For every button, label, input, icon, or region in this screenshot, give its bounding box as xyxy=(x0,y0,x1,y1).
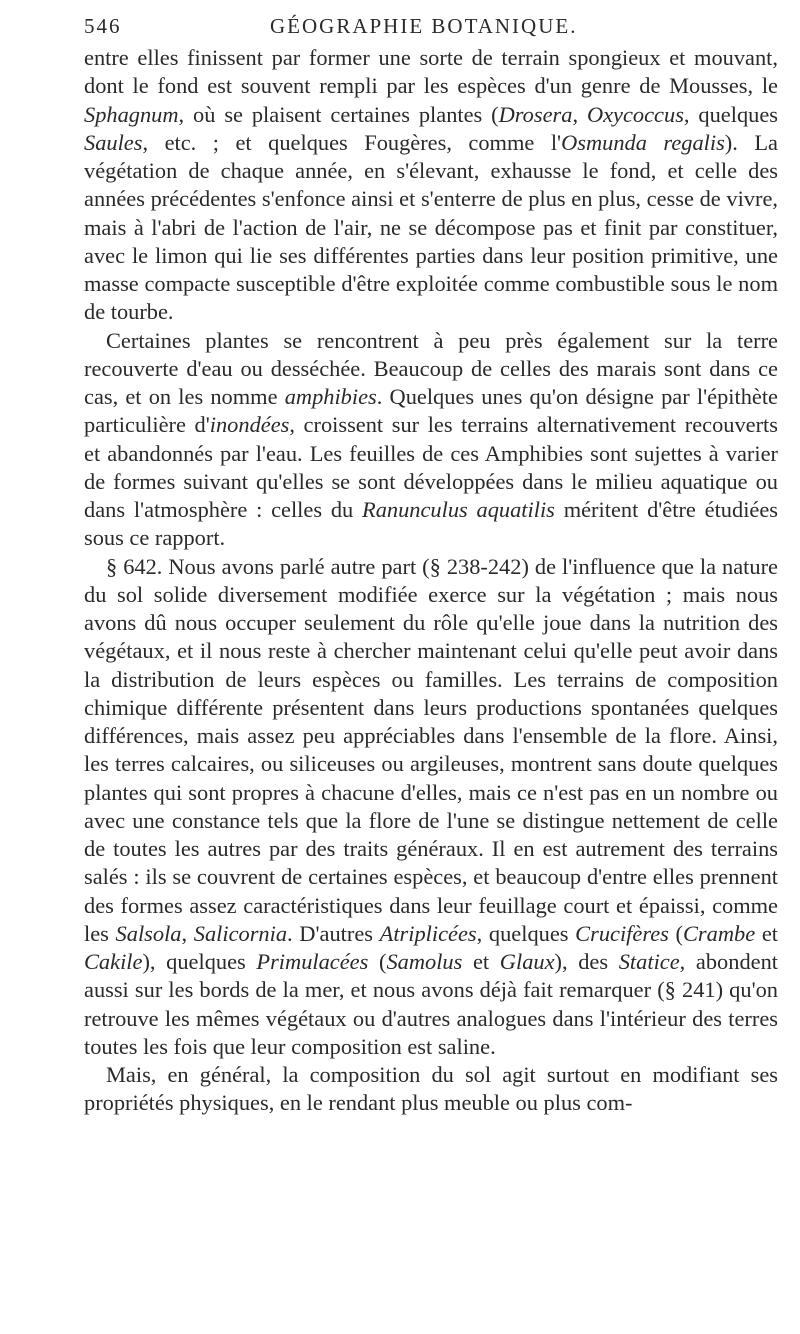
italic-term: Primulacées xyxy=(256,949,369,974)
text-run: § 642. Nous avons parlé autre part (§ 238-242) de l'influence que la nature du sol solide diversement modifiée exerce sur la végétation ; mais nous avons dû nous occuper seulement du rôle qu'elle joue dans la nutrition des végétaux, et il nous reste à chercher maintenant celui qu'elle peut avoir dans la distribution de leurs espèces ou familles. Les terrains de composition chimique différente présentent dans leurs productions spontanées quelques différences, mais assez peu appréciables dans l'ensemble de la flore. Ainsi, les terres calcaires, ou siliceuses ou argileuses, montrent sans doute quelques plantes qui sont propres à chacune d'elles, mais ce n'est pas en un nombre ou avec une constance tels que la flore de l'une se distingue nettement de celle de toutes les autres par des traits généraux. Il en est autrement des terrains salés : ils se couvrent de certaines espèces, et beaucoup d'entre elles prennent des formes assez caractéristiques dans leur feuillage court et épaissi, comme les xyxy=(84,553,778,946)
text-run: et xyxy=(755,920,778,946)
text-run: ), quelques xyxy=(142,949,257,974)
italic-term: inondées xyxy=(209,412,290,438)
italic-term: Saules xyxy=(84,129,143,155)
italic-term: Oxycoccus xyxy=(586,101,684,127)
text-run: , abondent aussi sur les bords de la mer, et nous avons déjà fait remarquer (§ 241) qu'on retrouve les mêmes végétaux ou d'autres analogues dans l'intérieur des terres toutes les fois que leur composition est saline. xyxy=(84,949,778,1059)
paragraph-continuation xyxy=(84,44,778,327)
italic-term: Drosera xyxy=(498,101,573,127)
text-run: ( xyxy=(668,920,683,946)
text-run: méritent d'être étudiées sous ce rapport. xyxy=(84,497,779,551)
text-run: , où se plaisent certaines plantes ( xyxy=(178,101,499,127)
running-title: GÉOGRAPHIE BOTANIQUE. xyxy=(270,14,578,38)
text-run: . Quelques unes qu'on désigne par l'épithète particulière d' xyxy=(84,384,778,438)
italic-term: Salicornia xyxy=(193,920,288,946)
paragraph-section-642 xyxy=(84,553,778,1062)
text-run: , xyxy=(181,920,194,946)
text-run: ), des xyxy=(554,949,619,974)
text-run: , croissent sur les terrains alternativement recouverts et abandonnés par l'eau. Les feuilles de ces Amphibies sont sujettes à varier de formes suivant qu'elles se sont développées dans le milieu aquatique ou dans l'atmosphère : celles du xyxy=(84,412,778,522)
italic-term: Crambe xyxy=(683,920,756,946)
italic-term: Osmunda regalis xyxy=(561,129,725,155)
text-run: , xyxy=(572,101,587,127)
italic-term: Cakile xyxy=(84,949,143,974)
text-run: ). La végétation de chaque année, en s'élevant, exhausse le fond, et celle des années précédentes s'enfonce ainsi et s'enterre de plus en plus, cesse de vivre, mais à l'abri de l'action de l'air, ne se décompose pas et finit par constituer, avec le limon qui lie ses différentes parties dans leur position primitive, une masse compacte susceptible d'être exploitée comme combustible sous le nom de tourbe. xyxy=(84,129,778,325)
italic-term: Samolus xyxy=(386,949,463,974)
italic-term: Atriplicées xyxy=(379,920,477,946)
italic-term: Ranunculus aquatilis xyxy=(362,497,555,522)
italic-term: Statice xyxy=(618,949,680,974)
text-run: et xyxy=(462,949,500,974)
text-run: entre elles finissent par former une sorte de terrain spongieux et mouvant, dont le fond est souvent rempli par les espèces d'un genre de Mousses, le xyxy=(84,45,778,99)
text-run: . D'autres xyxy=(287,920,380,946)
italic-term: Glaux xyxy=(499,949,555,974)
text-run: , quelques xyxy=(476,920,576,946)
text-run: Mais, en général, la composition du sol agit surtout en modifiant ses propriétés physiques, en le rendant plus meuble ou plus com- xyxy=(84,1062,778,1116)
italic-term: amphibies xyxy=(284,384,377,409)
page-header xyxy=(84,6,774,46)
text-run: ( xyxy=(368,949,387,974)
italic-term: Crucifères xyxy=(575,920,669,946)
italic-term: Sphagnum xyxy=(84,101,179,127)
page-number: 546 xyxy=(84,14,122,38)
paragraph-amphibies xyxy=(84,327,778,553)
text-run: , etc. ; et quelques Fougères, comme l' xyxy=(142,129,562,155)
italic-term: Salsola xyxy=(115,920,182,946)
text-run: , quelques xyxy=(683,101,778,127)
text-run: Certaines plantes se rencontrent à peu près également sur la terre recouverte d'eau ou desséchée. Beaucoup de celles des marais sont dans ce cas, et on les nomme xyxy=(84,327,778,409)
paragraph-composition xyxy=(84,1061,778,1118)
body-text xyxy=(84,44,778,1118)
